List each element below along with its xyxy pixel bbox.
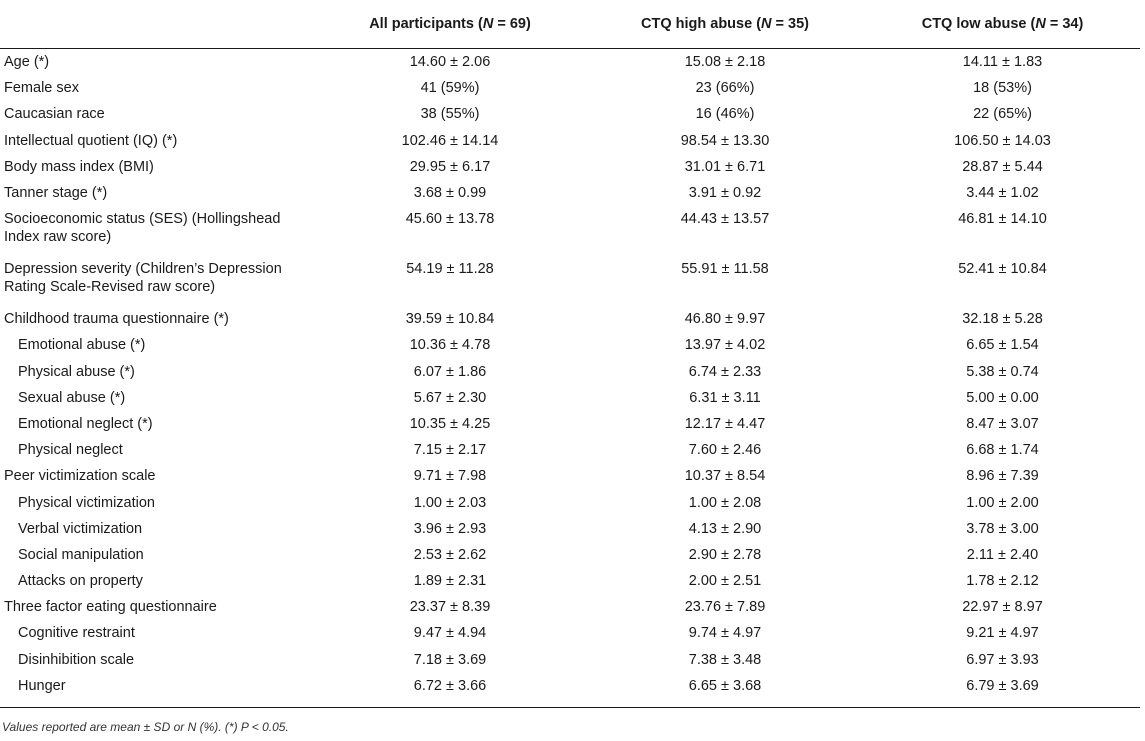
table-row [0,411,1140,437]
cell-low: 1.00 ± 2.00 [966,494,1039,511]
cell-high: 6.74 ± 2.33 [688,363,762,380]
row-label: Caucasian race [4,106,105,123]
table-row [0,359,1140,385]
header-row [0,0,1140,49]
cell-low: 8.96 ± 7.39 [966,468,1039,485]
row-label: Emotional neglect (*) [18,415,153,432]
cell-low: 9.21 ± 4.97 [966,625,1039,642]
cell-low: 22.97 ± 8.97 [962,599,1043,616]
row-label: Depression severity (Children’s Depression Rating Scale-Revised raw score) [4,261,282,296]
cell-low: 8.47 ± 3.07 [966,415,1039,432]
row-label: Three factor eating questionnaire [4,599,217,616]
cell-high: 2.90 ± 2.78 [688,546,762,563]
cell-low: 3.44 ± 1.02 [966,185,1039,202]
cell-low: 6.68 ± 1.74 [966,442,1039,459]
cell-all: 41 (59%) [420,80,480,97]
row-label: Verbal victimization [18,520,143,537]
row-label: Physical neglect [18,442,123,459]
table-row [0,437,1140,463]
cell-all: 9.47 ± 4.94 [413,625,487,642]
row-label: Social manipulation [18,546,144,563]
table-body [0,49,1140,708]
cell-high: 3.91 ± 0.92 [688,185,762,202]
cell-high: 9.74 ± 4.97 [688,625,762,642]
row-label: Tanner stage (*) [4,185,108,202]
header-all-participants: All participants (N = 69) [315,0,585,49]
row-label: Female sex [4,80,79,97]
cell-all: 1.00 ± 2.03 [413,494,487,511]
row-label: Intellectual quotient (IQ) (*) [4,132,178,149]
table-row [0,516,1140,542]
cell-all: 54.19 ± 11.28 [406,261,494,278]
row-label: Hunger [0,673,315,708]
cell-high: 6.31 ± 3.11 [689,389,761,406]
header-ctq-low-abuse: CTQ low abuse (N = 34) [865,0,1140,49]
cell-low: 5.38 ± 0.74 [966,363,1039,380]
table-row [0,206,1140,256]
cell-high: 46.80 ± 9.97 [684,311,766,328]
row-label: Attacks on property [18,573,143,590]
cell-all: 102.46 ± 14.14 [401,132,499,149]
cell-low: 22 (65%) [973,106,1032,123]
cell-all: 23.37 ± 8.39 [409,599,491,616]
cell-all: 10.36 ± 4.78 [409,337,491,354]
cell-all: 3.68 ± 0.99 [413,185,487,202]
row-label: Disinhibition scale [18,651,135,668]
table-row [0,75,1140,101]
cell-all: 3.96 ± 2.93 [413,520,487,537]
table-row [0,620,1140,646]
table-row [0,385,1140,411]
cell-all: 6.72 ± 3.66 [315,673,585,708]
table-row [0,256,1140,306]
cell-high: 16 (46%) [695,106,755,123]
cell-low: 14.11 ± 1.83 [962,54,1043,71]
row-label: Childhood trauma questionnaire (*) [4,311,229,328]
cell-high: 15.08 ± 2.18 [684,54,766,71]
cell-high: 10.37 ± 8.54 [684,468,766,485]
table-row [0,101,1140,127]
table-row [0,180,1140,206]
cell-all: 2.53 ± 2.62 [413,546,487,563]
cell-low: 46.81 ± 14.10 [958,211,1047,228]
cell-low: 1.78 ± 2.12 [966,573,1039,590]
cell-high: 1.00 ± 2.08 [688,494,762,511]
cell-low: 6.97 ± 3.93 [966,651,1039,668]
cell-all: 10.35 ± 4.25 [409,415,491,432]
header-ctq-high-abuse: CTQ high abuse (N = 35) [585,0,865,49]
table-row [0,128,1140,154]
table-row [0,673,1140,708]
cell-low: 6.79 ± 3.69 [865,673,1140,708]
cell-all: 5.67 ± 2.30 [413,389,487,406]
cell-low: 18 (53%) [973,80,1032,97]
row-label: Socioeconomic status (SES) (Hollingshead Index raw score) [4,211,281,246]
cell-high: 7.38 ± 3.48 [688,651,762,668]
cell-high: 23.76 ± 7.89 [684,599,766,616]
row-label: Cognitive restraint [18,625,135,642]
table-row [0,568,1140,594]
cell-all: 29.95 ± 6.17 [409,158,491,175]
cell-low: 32.18 ± 5.28 [962,311,1043,328]
row-label: Body mass index (BMI) [4,158,154,175]
table-row [0,647,1140,673]
table-row [0,594,1140,620]
cell-low: 3.78 ± 3.00 [966,520,1039,537]
table-row [0,542,1140,568]
cell-high: 6.65 ± 3.68 [585,673,865,708]
row-label: Emotional abuse (*) [18,337,146,354]
row-label: Age (*) [4,54,50,71]
cell-high: 4.13 ± 2.90 [688,520,762,537]
cell-high: 2.00 ± 2.51 [688,573,762,590]
cell-all: 45.60 ± 13.78 [405,211,495,228]
cell-all: 6.07 ± 1.86 [413,363,487,380]
cell-all: 9.71 ± 7.98 [413,468,487,485]
table-row [0,49,1140,76]
cell-low: 52.41 ± 10.84 [958,261,1047,278]
cell-low: 106.50 ± 14.03 [954,132,1051,149]
table-row [0,489,1140,515]
header-variable [0,0,315,49]
cell-all: 7.18 ± 3.69 [413,651,487,668]
table-row [0,154,1140,180]
cell-low: 5.00 ± 0.00 [966,389,1039,406]
cell-high: 55.91 ± 11.58 [681,261,769,278]
row-label: Physical abuse (*) [18,363,135,380]
cell-all: 14.60 ± 2.06 [409,54,491,71]
table-row [0,463,1140,489]
table-footnote: Values reported are mean ± SD or N (%). (*) P < 0.05. [2,720,289,734]
cell-all: 7.15 ± 2.17 [413,442,487,459]
cell-high: 31.01 ± 6.71 [684,158,766,175]
cell-all: 1.89 ± 2.31 [413,573,487,590]
cell-low: 6.65 ± 1.54 [966,337,1039,354]
row-label: Physical victimization [18,494,155,511]
cell-low: 28.87 ± 5.44 [962,158,1043,175]
cell-high: 98.54 ± 13.30 [680,132,770,149]
cell-all: 38 (55%) [420,106,480,123]
cell-high: 12.17 ± 4.47 [684,415,766,432]
table-row [0,306,1140,332]
cell-high: 7.60 ± 2.46 [688,442,762,459]
row-label: Peer victimization scale [4,468,156,485]
table-row [0,332,1140,358]
table-header [0,0,1140,49]
cell-all: 39.59 ± 10.84 [405,311,495,328]
cell-high: 13.97 ± 4.02 [684,337,766,354]
cell-high: 23 (66%) [695,80,755,97]
cell-high: 44.43 ± 13.57 [680,211,770,228]
row-label: Sexual abuse (*) [18,389,126,406]
cell-low: 2.11 ± 2.40 [966,546,1039,563]
